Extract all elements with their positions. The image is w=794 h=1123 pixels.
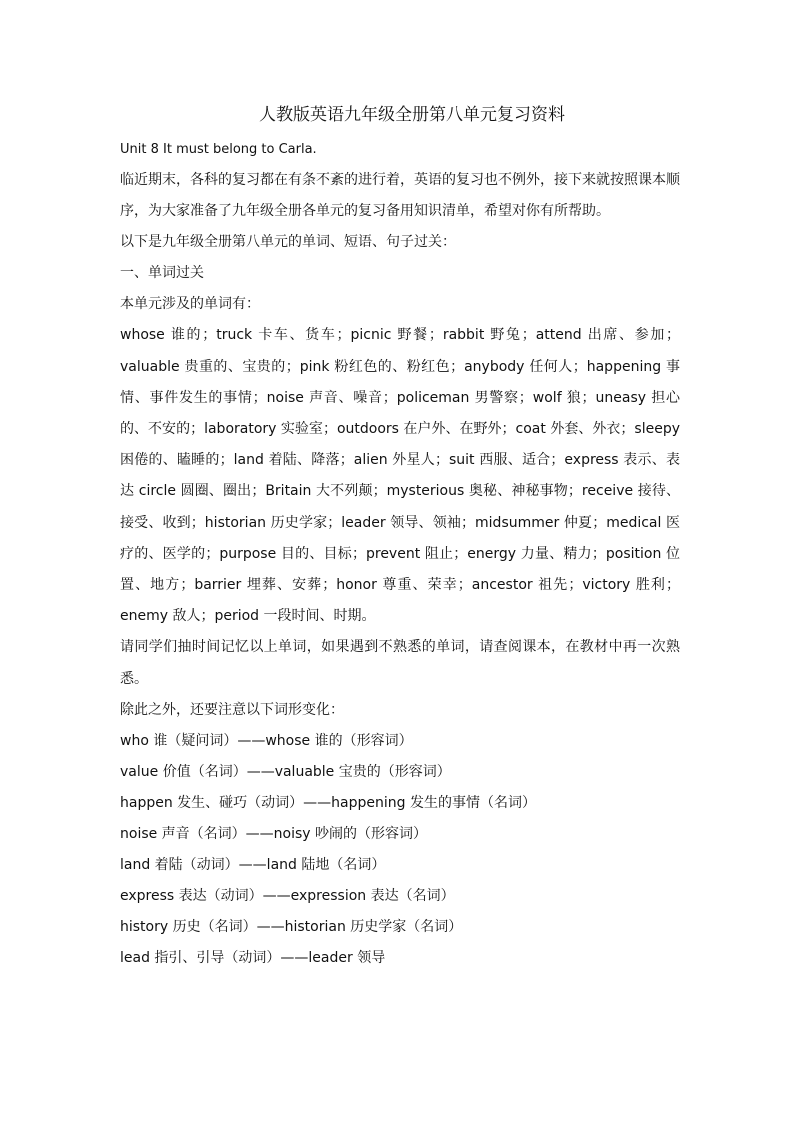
word-form-line: happen 发生、碰巧（动词）——happening 发生的事情（名词） [120,794,536,811]
vocab-intro: 本单元涉及的单词有： [120,296,260,313]
word-form-line: history 历史（名词）——historian 历史学家（名词） [120,918,463,935]
unit-heading: Unit 8 It must belong to Carla. [120,142,317,157]
word-form-line: value 价值（名词）——valuable 宝贵的（形容词） [120,763,451,780]
memo-paragraph: 请同学们抽时间记忆以上单词，如果遇到不熟悉的单词，请查阅课本，在教材中再一次熟悉。 [120,639,680,687]
word-form-line: express 表达（动词）——expression 表达（名词） [120,887,455,904]
word-form-line: noise 声音（名词）——noisy 吵闹的（形容词） [120,825,428,842]
intro-line: 以下是九年级全册第八单元的单词、短语、句子过关： [120,234,456,251]
word-form-line: land 着陆（动词）——land 陆地（名词） [120,856,386,873]
section-heading: 一、单词过关 [120,265,204,282]
word-form-line: lead 指引、引导（动词）——leader 领导 [120,949,386,966]
intro-paragraph: 临近期末，各科的复习都在有条不紊的进行着，英语的复习也不例外，接下来就按照课本顺序，为大家准备了九年级全册各单元的复习备用知识清单，希望对你有所帮助。 [120,172,680,220]
word-form-line: who 谁（疑问词）——whose 谁的（形容词） [120,732,413,749]
vocab-list: whose 谁的；truck 卡车、货车；picnic 野餐；rabbit 野兔；attend 出席、参加；valuable 贵重的、宝贵的；pink 粉红色的、粉红色；anybody 任何人；happening 事情、事件发生的事情；noise 声音、噪音；policeman 男警察；wolf 狼；uneasy 担心的、不安的；laboratory 实验室；outdoors 在户外、在野外；coat 外套、外衣；sleepy 困倦的、瞌睡的；land 着陆、降落；alien 外星人；suit 西服、适合；express 表示、表达 circle 圆圈、圈出；Britain 大不列颠；mysterious 奥秘、神秘事物；receive 接待、接受、收到；historian 历史学家；leader 领导、领袖；midsummer 仲夏；medical 医疗的、医学的；purpose 目的、目标；prevent 阻止；energy 力量、精力；position 位置、地方；barrier 埋葬、安葬；honor 尊重、荣幸；ancestor 祖先；victory 胜利；enemy 敌人；period 一段时间、时期。 [120,327,680,625]
document-page [120,100,680,974]
document-title: 人教版英语九年级全册第八单元复习资料 [259,105,565,125]
word-forms-intro: 除此之外，还要注意以下词形变化： [120,701,344,718]
